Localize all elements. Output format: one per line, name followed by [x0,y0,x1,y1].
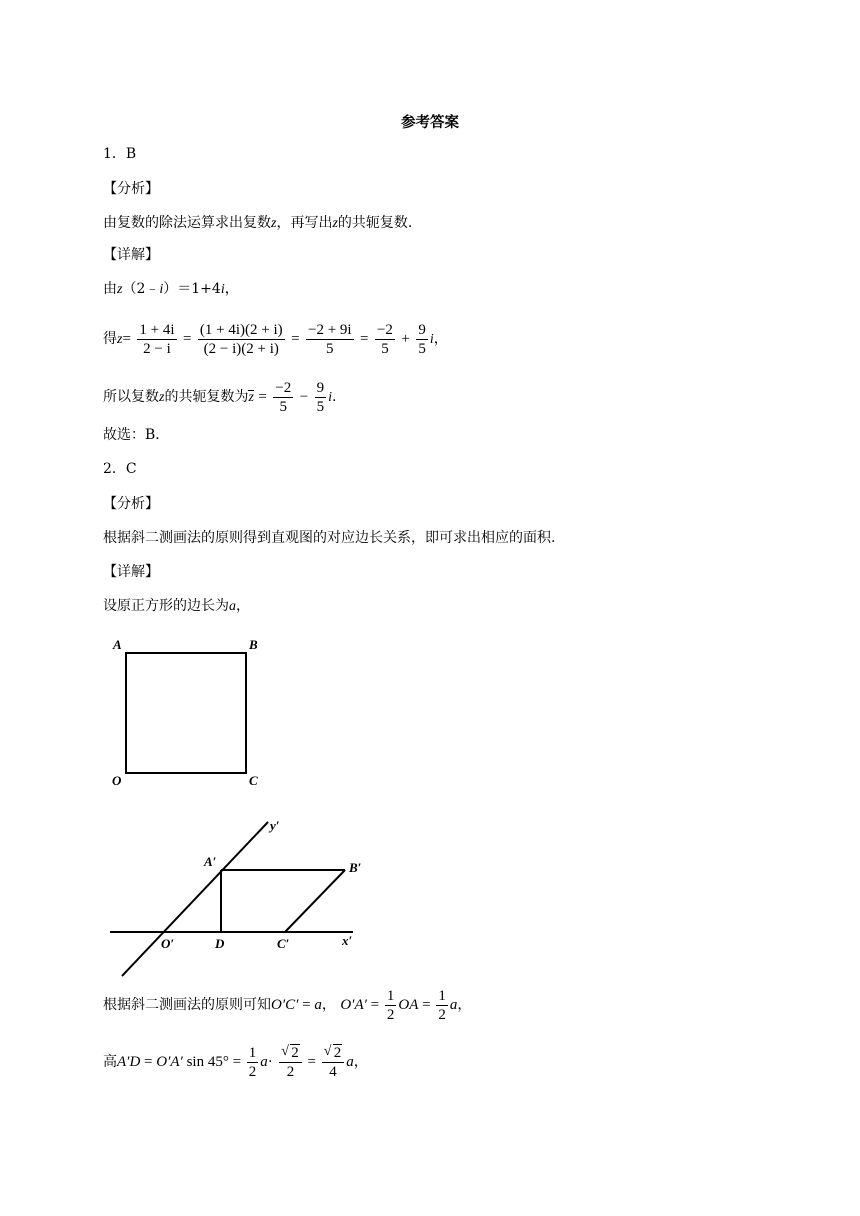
segment-OA-prime: O′A′ [156,1054,183,1070]
label-B-prime: B′ [349,860,362,875]
text: ， [433,331,448,347]
equals: = [303,1054,320,1070]
text: 由复数的除法运算求出复数 [103,215,271,231]
denominator: 2 [286,1063,295,1080]
var-z: z [117,282,123,297]
label-O: O [112,773,122,788]
equals: = [140,1054,157,1070]
fraction [137,321,176,358]
var-a: a [449,997,458,1013]
numerator: 1 + 4i [139,321,175,338]
segment-AD: A′D [117,1054,141,1070]
fraction [198,321,285,358]
var-a: a [229,599,236,614]
sqrt [281,1044,300,1062]
denominator: 2 [248,1063,257,1080]
text: 得 [103,331,117,347]
oblique-figure [105,812,375,982]
equals: = [258,389,267,405]
denominator: 5 [316,398,325,415]
var-a: a [260,1054,268,1070]
denominator: 5 [279,398,288,415]
numerator: (1 + 4i)(2 + i) [199,321,283,338]
radicand: 2 [333,1044,342,1061]
label-x-axis: x′ [342,933,353,948]
fraction [273,379,293,416]
label-C: C [249,773,258,788]
q2-answer: 2．C [103,461,137,477]
plus-sign: + [401,331,410,347]
text: 设原正方形的边长为 [103,598,229,614]
q2-relation [103,983,471,1027]
var-a: a [346,1054,354,1070]
q1-given [103,279,239,300]
text: ）＝1+4 [163,281,221,297]
q1-analysis [103,213,412,234]
sqrt [324,1044,343,1062]
page-title: 参考答案 [401,114,459,131]
radicand: 2 [291,1044,299,1061]
q1-answer: 1．B [103,146,137,162]
segment-OC: O′C′ [271,997,299,1013]
text: ，再写出 [276,215,333,231]
text: 高 [103,1054,117,1070]
q1-analysis-label: 【分析】 [103,181,159,197]
text: 的共轭复数为 [164,389,249,405]
q2-height [103,1040,368,1084]
equals: = [291,331,300,347]
q1-detail-label: 【详解】 [103,247,159,263]
var-z: z [159,390,165,405]
denominator: 5 [381,340,389,357]
fraction [315,379,327,416]
label-A: A [113,637,122,652]
text: ， [457,997,472,1013]
numerator: 1 [386,987,395,1004]
text: ， [321,997,336,1013]
denominator: 2 − i [143,340,171,357]
text: 由 [103,281,117,297]
fraction [247,1044,259,1081]
sine-term: sin 45° = [182,1054,245,1070]
denominator: (2 − i)(2 + i) [203,340,279,357]
denominator: 2 [386,1006,395,1023]
equals: = [366,997,383,1013]
fraction [306,321,354,358]
var-z-bar: z [248,390,254,405]
denominator: 5 [326,340,334,357]
denominator: 2 [438,1006,446,1023]
q1-choice: 故选：B． [103,427,170,443]
numerator: −2 [275,379,292,396]
var-z: z [271,216,277,231]
numerator: −2 [376,321,393,338]
numerator: 9 [418,321,426,338]
var-z: z [332,216,338,231]
text: 根据斜二测画法的原则可知 [103,997,271,1013]
text: 所以复数 [103,389,159,405]
numerator: 9 [316,379,325,396]
fraction [385,987,397,1024]
equals: = [418,997,435,1013]
denominator: 5 [418,340,426,357]
numerator [322,1044,345,1063]
numerator: 1 [438,987,446,1004]
q2-analysis-label: 【分析】 [103,496,159,512]
label-A-prime: A′ [204,854,217,869]
segment-B-C [285,870,345,932]
label-C-prime: C′ [277,936,290,951]
numerator: 1 [248,1044,257,1061]
var-z: z [117,332,123,347]
var-i: i [429,332,434,347]
dot: · [267,1054,273,1070]
square [126,653,246,773]
minus-sign: − [299,389,309,405]
q1-conjugate [103,375,336,420]
y-axis [122,822,268,976]
segment-OA-prime: O′A′ [340,997,367,1013]
fraction [416,321,428,358]
equals: = [182,331,192,347]
var-a: a [314,997,322,1013]
fraction [279,1044,302,1081]
text: ， [224,281,239,297]
text: （2﹣ [122,281,160,297]
label-y-axis: y′ [270,818,280,833]
var-i: i [220,282,225,297]
fraction [436,987,448,1024]
q2-analysis: 根据斜二测画法的原则得到直观图的对应边长关系，即可求出相应的面积. [103,530,556,546]
equals: = [298,997,315,1013]
var-i: i [328,390,333,405]
equals: = [122,331,131,347]
var-i: i [159,282,164,297]
label-D: D [215,936,225,951]
label-B: B [249,637,258,652]
text: ， [353,1054,368,1070]
q2-detail-label: 【详解】 [103,564,159,580]
text: 的共轭复数. [337,215,413,231]
equals: = [360,331,369,347]
segment-OA: OA [398,997,419,1013]
label-O-prime: O′ [161,936,175,951]
q1-derivation [103,317,448,362]
denominator: 4 [329,1063,337,1080]
text: ， [236,598,250,614]
fraction [375,321,395,358]
numerator: −2 + 9i [308,321,352,338]
original-square-figure [105,632,275,792]
text: . [332,389,337,405]
fraction [322,1044,345,1081]
q2-setup [103,596,250,617]
numerator [279,1044,302,1063]
